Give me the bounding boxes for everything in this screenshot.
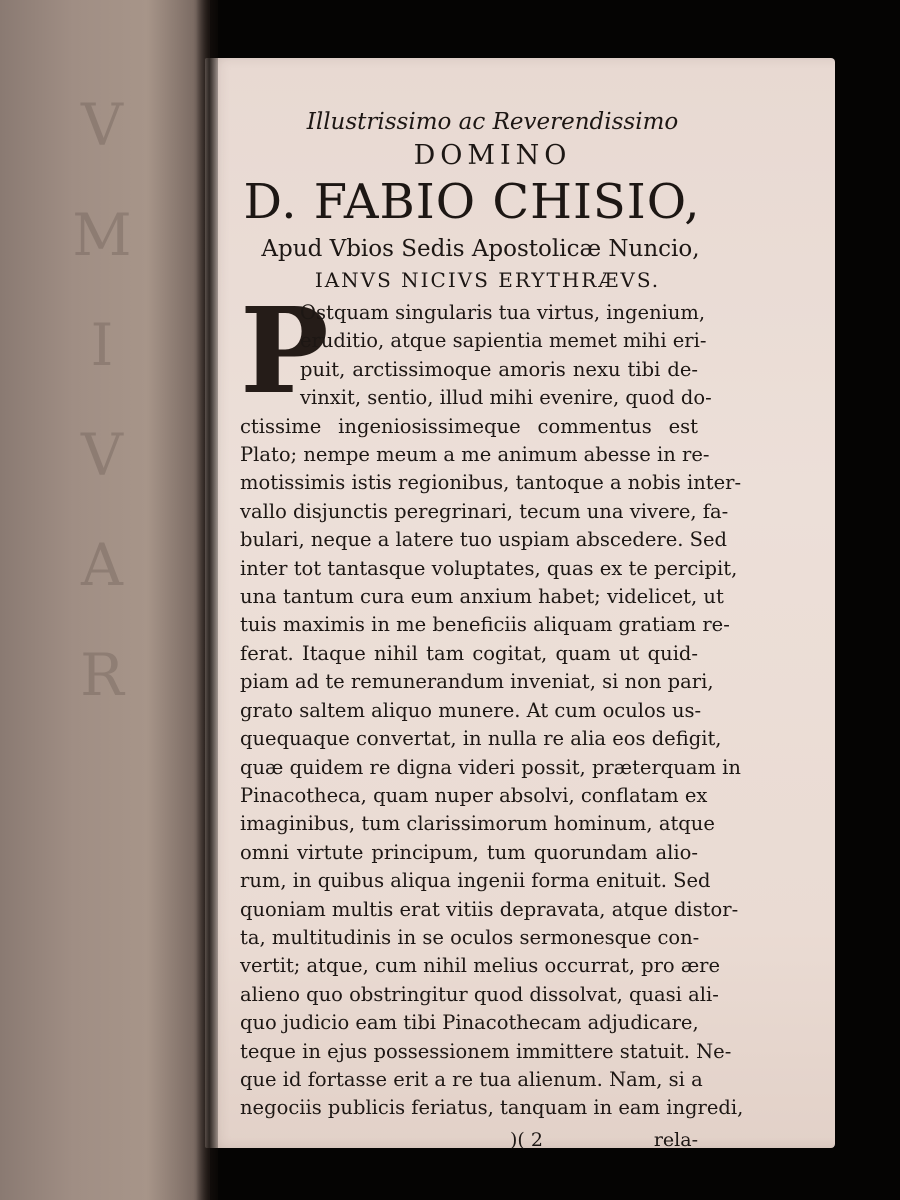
text-line: piam ad te remunerandum inveniat, si non pari, xyxy=(240,670,714,694)
text-line: Ostquam singularis tua virtus, ingenium, xyxy=(300,301,706,324)
text-line: grato saltem aliquo munere. At cum oculos us- xyxy=(240,698,702,722)
text-line: que id fortasse erit a re tua alienum. Nam, si a xyxy=(240,1067,703,1091)
text-line: quoniam multis erat vitiis depravata, atque distor- xyxy=(240,897,739,921)
text-line: rum, in quibus aliqua ingenii forma enituit. Sed xyxy=(240,869,711,893)
show-through-text: V M I V A R xyxy=(72,91,138,709)
text-line: una tantum cura eum anxium habet; videlicet, ut xyxy=(240,585,724,609)
text-line: eruditio, atque sapientia memet mihi eri- xyxy=(300,329,707,353)
text-line: inter tot tantasque voluptates, quas ex te percipit, xyxy=(240,556,738,580)
text-line: ta, multitudinis in se oculos sermonesque con- xyxy=(240,925,700,949)
text-line: omni virtute principum, tum quorundam alio- xyxy=(240,840,698,864)
text-line: motissimis istis regionibus, tantoque a nobis inter- xyxy=(240,471,742,495)
drop-cap: P xyxy=(240,281,329,420)
text-line: tuis maximis in me beneficiis aliquam gratiam re- xyxy=(240,613,730,637)
catchword: rela- xyxy=(653,1128,698,1151)
text-line: bulari, neque a latere tuo uspiam abscedere. Sed xyxy=(240,528,728,552)
author-line: IANVS NICIVS ERYTHRÆVS. xyxy=(314,268,661,292)
signature-mark: )( 2 xyxy=(510,1128,543,1151)
text-line: vinxit, sentio, illud mihi evenire, quod do- xyxy=(300,386,712,410)
text-line: imaginibus, tum clarissimorum hominum, atque xyxy=(240,812,715,836)
page-text xyxy=(240,105,744,1157)
title-name: D. FABIO CHISIO, xyxy=(243,174,701,230)
text-line: negociis publicis feriatus, tanquam in eam ingredi, xyxy=(240,1096,744,1120)
text-line: quequaque convertat, in nulla re alia eos defigit, xyxy=(240,727,722,751)
book-gutter xyxy=(196,0,218,1200)
text-line: Pinacotheca, quam nuper absolvi, conflatam ex xyxy=(240,783,708,807)
title-domino: DOMINO xyxy=(413,140,572,171)
text-line: vallo disjunctis peregrinari, tecum una vivere, fa- xyxy=(240,499,729,523)
text-line: alieno quo obstringitur quod dissolvat, quasi ali- xyxy=(240,982,719,1006)
text-line: puit, arctissimoque amoris nexu tibi de- xyxy=(300,357,698,381)
text-line: quo judicio eam tibi Pinacothecam adjudicare, xyxy=(240,1011,699,1035)
text-line: teque in ejus possessionem immittere statuit. Ne- xyxy=(240,1039,732,1063)
text-line: ctissime ingeniosissimeque commentus est xyxy=(240,414,698,438)
text-line: ferat. Itaque nihil tam cogitat, quam ut quid- xyxy=(240,641,698,665)
text-line: quæ quidem re digna videri possit, præterquam in xyxy=(240,755,741,779)
dedication-line: Illustrissimo ac Reverendissimo xyxy=(306,109,679,135)
page-footer xyxy=(240,1129,698,1157)
left-page xyxy=(0,0,210,1200)
body-paragraph xyxy=(240,281,744,1123)
text-line: Plato; nempe meum a me animum abesse in re- xyxy=(240,443,710,467)
subtitle: Apud Vbios Sedis Apostolicæ Nuncio, xyxy=(261,236,700,262)
text-line: vertit; atque, cum nihil melius occurrat, pro ære xyxy=(240,954,721,978)
